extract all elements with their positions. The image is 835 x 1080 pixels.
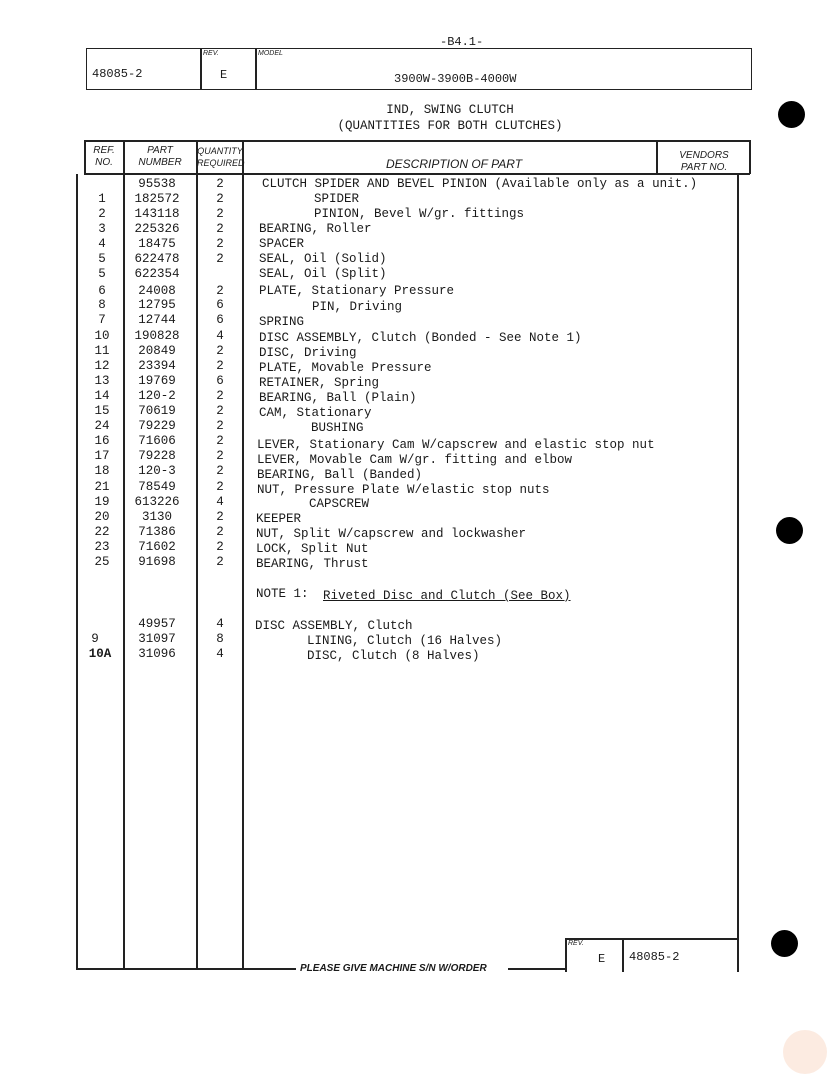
row-0-qty: 2 [216,177,224,191]
row-10-qty: 4 [216,329,224,343]
row-10-part: 190828 [134,329,180,343]
row-8-qty: 6 [216,298,224,312]
row-1-desc: SPIDER [314,192,360,206]
row-3-qty: 2 [216,222,224,236]
row-1-part: 182572 [134,192,180,206]
row-22-part: 3130 [141,510,172,524]
row-13-qty: 6 [216,374,224,388]
row-11-ref: 11 [94,344,110,358]
row-0-part: 95538 [138,177,176,191]
header-vendors: VENDORS PART NO. [679,150,729,173]
row-19-ref: 18 [94,464,110,478]
row-20-part: 78549 [138,480,176,494]
row-5-qty: 2 [216,252,224,266]
row-5-part: 622478 [134,252,180,266]
row-1-ref: 1 [98,192,106,206]
row-6-ref: 5 [98,267,106,281]
header-ref: REF. NO. [93,145,115,168]
row-15-ref: 15 [94,404,110,418]
row-4-qty: 2 [216,237,224,251]
row-9-desc: SPRING [259,315,305,329]
row-25-ref: 25 [94,555,110,569]
row-17-desc: LEVER, Stationary Cam W/capscrew and elastic stop nut [257,438,655,452]
note-row-1-ref: 9 [91,632,99,646]
row-7-qty: 2 [216,284,224,298]
note-row-0-qty: 4 [216,617,224,631]
row-12-part: 23394 [138,359,176,373]
row-3-desc: BEARING, Roller [259,222,372,236]
note-row-1-part: 31097 [138,632,176,646]
row-25-part: 91698 [138,555,176,569]
row-24-qty: 2 [216,540,224,554]
row-14-part: 120-2 [138,389,176,403]
row-23-part: 71386 [138,525,176,539]
row-10-ref: 10 [94,329,110,343]
row-25-desc: BEARING, Thrust [256,557,369,571]
row-2-ref: 2 [98,207,106,221]
row-17-ref: 16 [94,434,110,448]
row-15-part: 70619 [138,404,176,418]
row-24-part: 71602 [138,540,176,554]
row-15-qty: 2 [216,404,224,418]
binder-hole-bottom [771,930,798,957]
row-21-ref: 19 [94,495,110,509]
row-18-desc: LEVER, Movable Cam W/gr. fitting and elbow [257,453,573,467]
row-12-desc: PLATE, Movable Pressure [259,361,432,375]
row-5-ref: 5 [98,252,106,266]
row-1-qty: 2 [216,192,224,206]
row-3-part: 225326 [134,222,180,236]
row-24-ref: 23 [94,540,110,554]
row-2-desc: PINION, Bevel W/gr. fittings [314,207,525,221]
row-22-desc: KEEPER [256,512,302,526]
row-18-ref: 17 [94,449,110,463]
row-17-qty: 2 [216,434,224,448]
row-4-desc: SPACER [259,237,305,251]
note-row-1-desc: LINING, Clutch (16 Halves) [307,634,503,648]
row-15-desc: CAM, Stationary [259,406,372,420]
row-9-ref: 7 [98,313,106,327]
note-row-0-ref [84,617,120,632]
note-row-1-qty: 8 [216,632,224,646]
binder-hole-middle [776,517,803,544]
note-row-2-desc: DISC, Clutch (8 Halves) [307,649,480,663]
row-11-qty: 2 [216,344,224,358]
row-19-part: 120-3 [138,464,176,478]
row-3-ref: 3 [98,222,106,236]
row-18-part: 79228 [138,449,176,463]
footer-rev-label: REV. [568,940,584,947]
row-7-desc: PLATE, Stationary Pressure [259,284,455,298]
row-20-desc: NUT, Pressure Plate W/elastic stop nuts [257,483,550,497]
row-2-qty: 2 [216,207,224,221]
rev-label: REV. [203,50,219,57]
title-line-2: (QUANTITIES FOR BOTH CLUTCHES) [337,119,563,133]
footer-notice: PLEASE GIVE MACHINE S/N W/ORDER [300,963,487,974]
row-23-ref: 22 [94,525,110,539]
model-value: 3900W-3900B-4000W [394,72,517,86]
title-line-1: IND, SWING CLUTCH [386,103,514,117]
row-20-qty: 2 [216,480,224,494]
row-8-part: 12795 [138,298,176,312]
row-16-qty: 2 [216,419,224,433]
footer-catalog-number: 48085-2 [629,950,680,964]
note-row-0-part: 49957 [138,617,176,631]
row-5-desc: SEAL, Oil (Solid) [259,252,387,266]
watermark-logo [783,1030,827,1074]
row-20-ref: 21 [94,480,110,494]
row-9-qty: 6 [216,313,224,327]
note-text: Riveted Disc and Clutch (See Box) [323,589,571,603]
binder-hole-top [778,101,805,128]
model-label: MODEL [258,50,283,57]
row-22-ref: 20 [94,510,110,524]
footer-rev-value: E [598,952,606,966]
catalog-number: 48085-2 [92,67,143,81]
row-19-desc: BEARING, Ball (Banded) [257,468,423,482]
row-10-desc: DISC ASSEMBLY, Clutch (Bonded - See Note 1) [259,331,582,345]
row-21-qty: 4 [216,495,224,509]
note-row-2-ref: 10A [88,647,112,661]
row-14-ref: 14 [94,389,110,403]
note-label: NOTE 1: [256,587,309,601]
header-description: DESCRIPTION OF PART [386,157,523,171]
note-row-2-part: 31096 [138,647,176,661]
row-0-ref [84,177,120,192]
row-21-part: 613226 [134,495,180,509]
row-6-part: 622354 [134,267,180,281]
row-7-ref: 6 [98,284,106,298]
row-16-part: 79229 [138,419,176,433]
row-16-ref: 24 [94,419,110,433]
row-16-desc: BUSHING [311,421,364,435]
row-25-qty: 2 [216,555,224,569]
row-9-part: 12744 [138,313,176,327]
row-6-qty [200,267,240,282]
row-12-qty: 2 [216,359,224,373]
row-8-desc: PIN, Driving [312,300,403,314]
row-17-part: 71606 [138,434,176,448]
page-number: -B4.1- [440,35,484,49]
row-11-part: 20849 [138,344,176,358]
row-0-desc: CLUTCH SPIDER AND BEVEL PINION (Available only as a unit.) [262,177,698,191]
row-8-ref: 8 [98,298,106,312]
row-14-qty: 2 [216,389,224,403]
row-6-desc: SEAL, Oil (Split) [259,267,387,281]
header-part: PART NUMBER [138,145,182,168]
row-13-part: 19769 [138,374,176,388]
row-14-desc: BEARING, Ball (Plain) [259,391,417,405]
row-23-desc: NUT, Split W/capscrew and lockwasher [256,527,527,541]
row-22-qty: 2 [216,510,224,524]
note-row-0-desc: DISC ASSEMBLY, Clutch [255,619,413,633]
row-7-part: 24008 [138,284,176,298]
row-4-part: 18475 [138,237,176,251]
row-21-desc: CAPSCREW [309,497,370,511]
page-title [300,102,600,134]
row-23-qty: 2 [216,525,224,539]
note-row-2-qty: 4 [216,647,224,661]
row-18-qty: 2 [216,449,224,463]
row-13-ref: 13 [94,374,110,388]
row-11-desc: DISC, Driving [259,346,357,360]
rev-value: E [220,68,228,82]
row-13-desc: RETAINER, Spring [259,376,380,390]
row-12-ref: 12 [94,359,110,373]
header-qty: QUANTITY REQUIRED [197,146,245,168]
row-19-qty: 2 [216,464,224,478]
row-2-part: 143118 [134,207,180,221]
row-4-ref: 4 [98,237,106,251]
row-24-desc: LOCK, Split Nut [256,542,369,556]
